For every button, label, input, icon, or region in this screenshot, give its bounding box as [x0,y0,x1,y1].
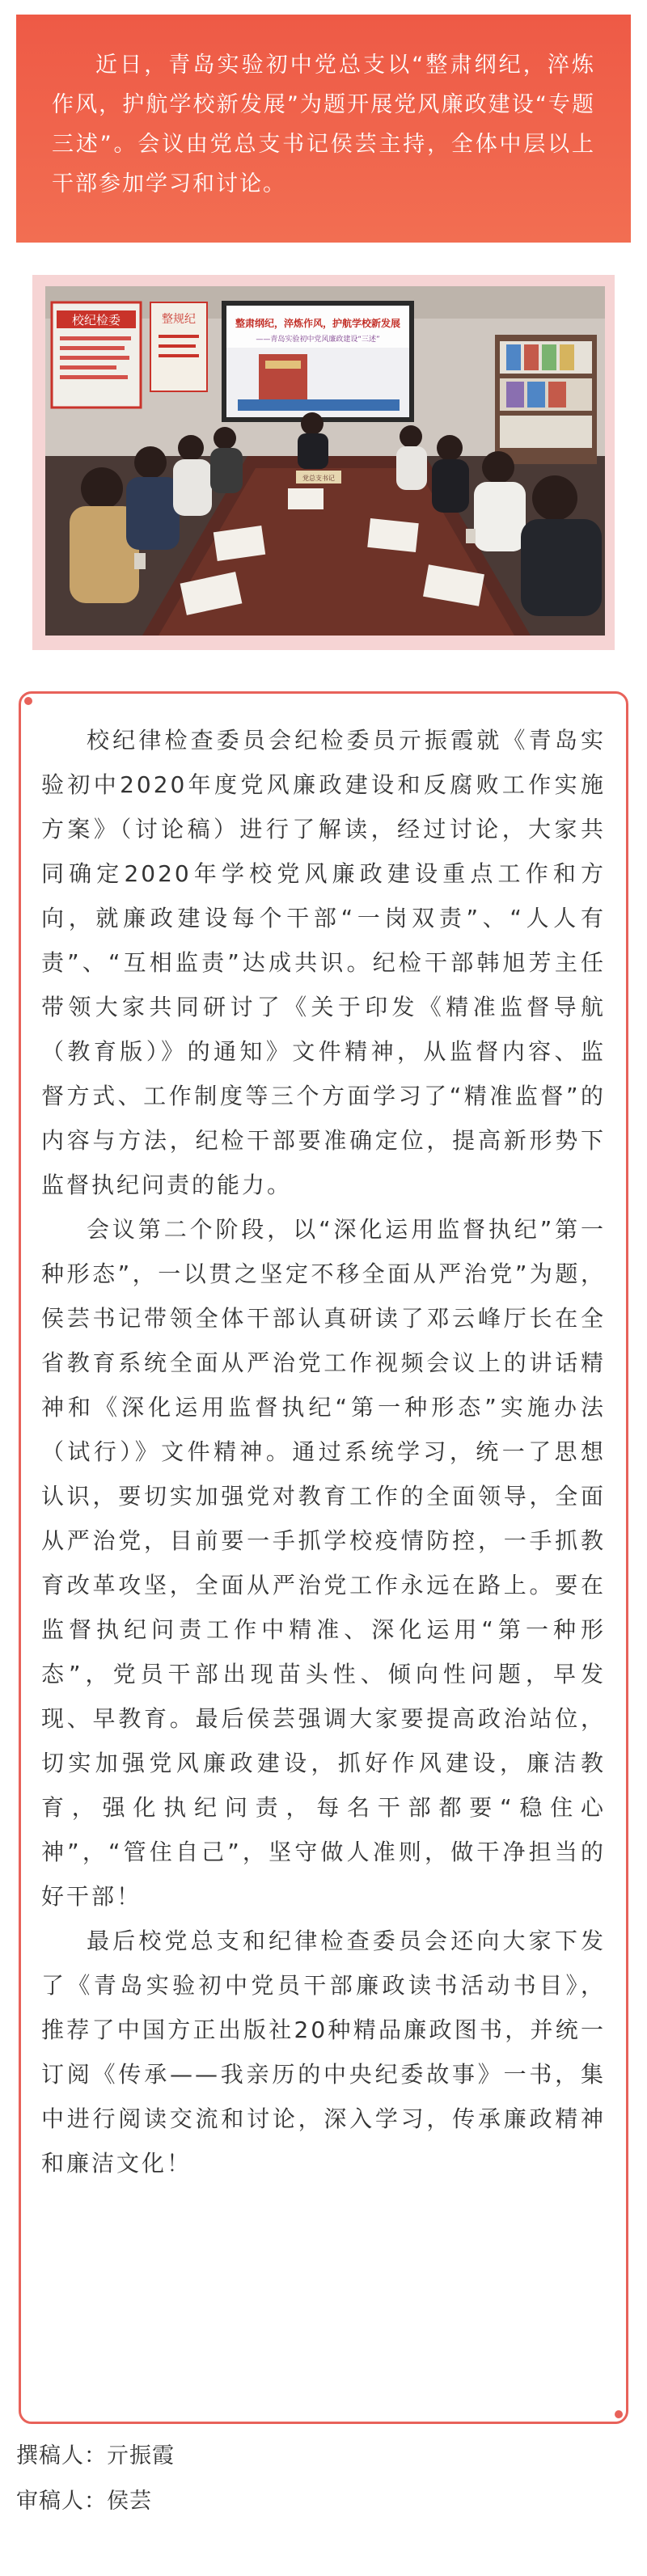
nameplate-text: 党总支书记 [302,475,335,482]
corner-dot-bottom-right [615,2410,623,2418]
meeting-photo-illustration [45,286,605,636]
intro-banner [16,15,631,243]
intro-text: 近日，青岛实验初中党总支以“整肃纲纪，淬炼作风，护航学校新发展”为题开展党风廉政建设“专题三述”。会议由党总支书记侯芸主持，全体中层以上干部参加学习和讨论。 [52,53,595,196]
corner-dot-top-left [24,697,32,705]
wall-board-1-title: 校纪检委 [71,313,121,327]
photo-frame [32,275,615,650]
reviewer-credit: 审稿人：侯芸 [16,2489,152,2514]
screen-subtitle: ——青岛实验初中党风廉政建设“三述” [256,336,380,344]
paragraph-1: 校纪律检查委员会纪检委员亓振霞就《青岛实验初中2020年度党风廉政建设和反腐败工作实施方案》（讨论稿）进行了解读，经过讨论，大家共同确定2020年学校党风廉政建设重点工作和方向，就廉政建设每个干部“一岗双责”、“人人有责”、“互相监责”达成共识。纪检干部韩旭芳主任带领大家共同研讨了《关于印发《精准监督导航（教育版）》的通知》文件精神，从监督内容、监督方式、工作制度等三个方面学习了“精准监督”的内容与方法，纪检干部要准确定位，提高新形势下监督执纪问责的能力。 [41,727,606,1198]
meeting-photo [45,286,605,636]
main-content-box [19,691,628,2424]
credits [16,2434,175,2524]
paragraph-3: 最后校党总支和纪律检查委员会还向大家下发了《青岛实验初中党员干部廉政读书活动书目》，推荐了中国方正出版社20种精品廉政图书，并统一订阅《传承——我亲历的中央纪委故事》一书，集中进行阅读交流和讨论，深入学习，传承廉政精神和廉洁文化！ [41,1928,606,2177]
author-credit: 撰稿人：亓振霞 [16,2443,175,2468]
wall-board-2-title: 整规纪 [162,313,196,326]
paragraph-2: 会议第二个阶段，以“深化运用监督执纪”第一种形态”，一以贯之坚定不移全面从严治党”为题，侯芸书记带领全体干部认真研读了邓云峰厅长在全省教育系统全面从严治党工作视频会议上的讲话精神和《深化运用监督执纪“第一种形态”实施办法（试行）》文件精神。通过系统学习，统一了思想认识，要切实加强党对教育工作的全面领导，全面从严治党，目前要一手抓学校疫情防控，一手抓教育改革攻坚，全面从严治党工作永远在路上。要在监督执纪问责工作中精准、深化运用“第一种形态”，党员干部出现苗头性、倾向性问题，早发现、早教育。最后侯芸强调大家要提高政治站位，切实加强党风廉政建设，抓好作风建设，廉洁教育，强化执纪问责，每名干部都要“稳住心神”，“管住自己”，坚守做人准则，做干净担当的好干部！ [41,1216,606,1910]
screen-title: 整肃纲纪，淬炼作风，护航学校新发展 [235,318,401,329]
